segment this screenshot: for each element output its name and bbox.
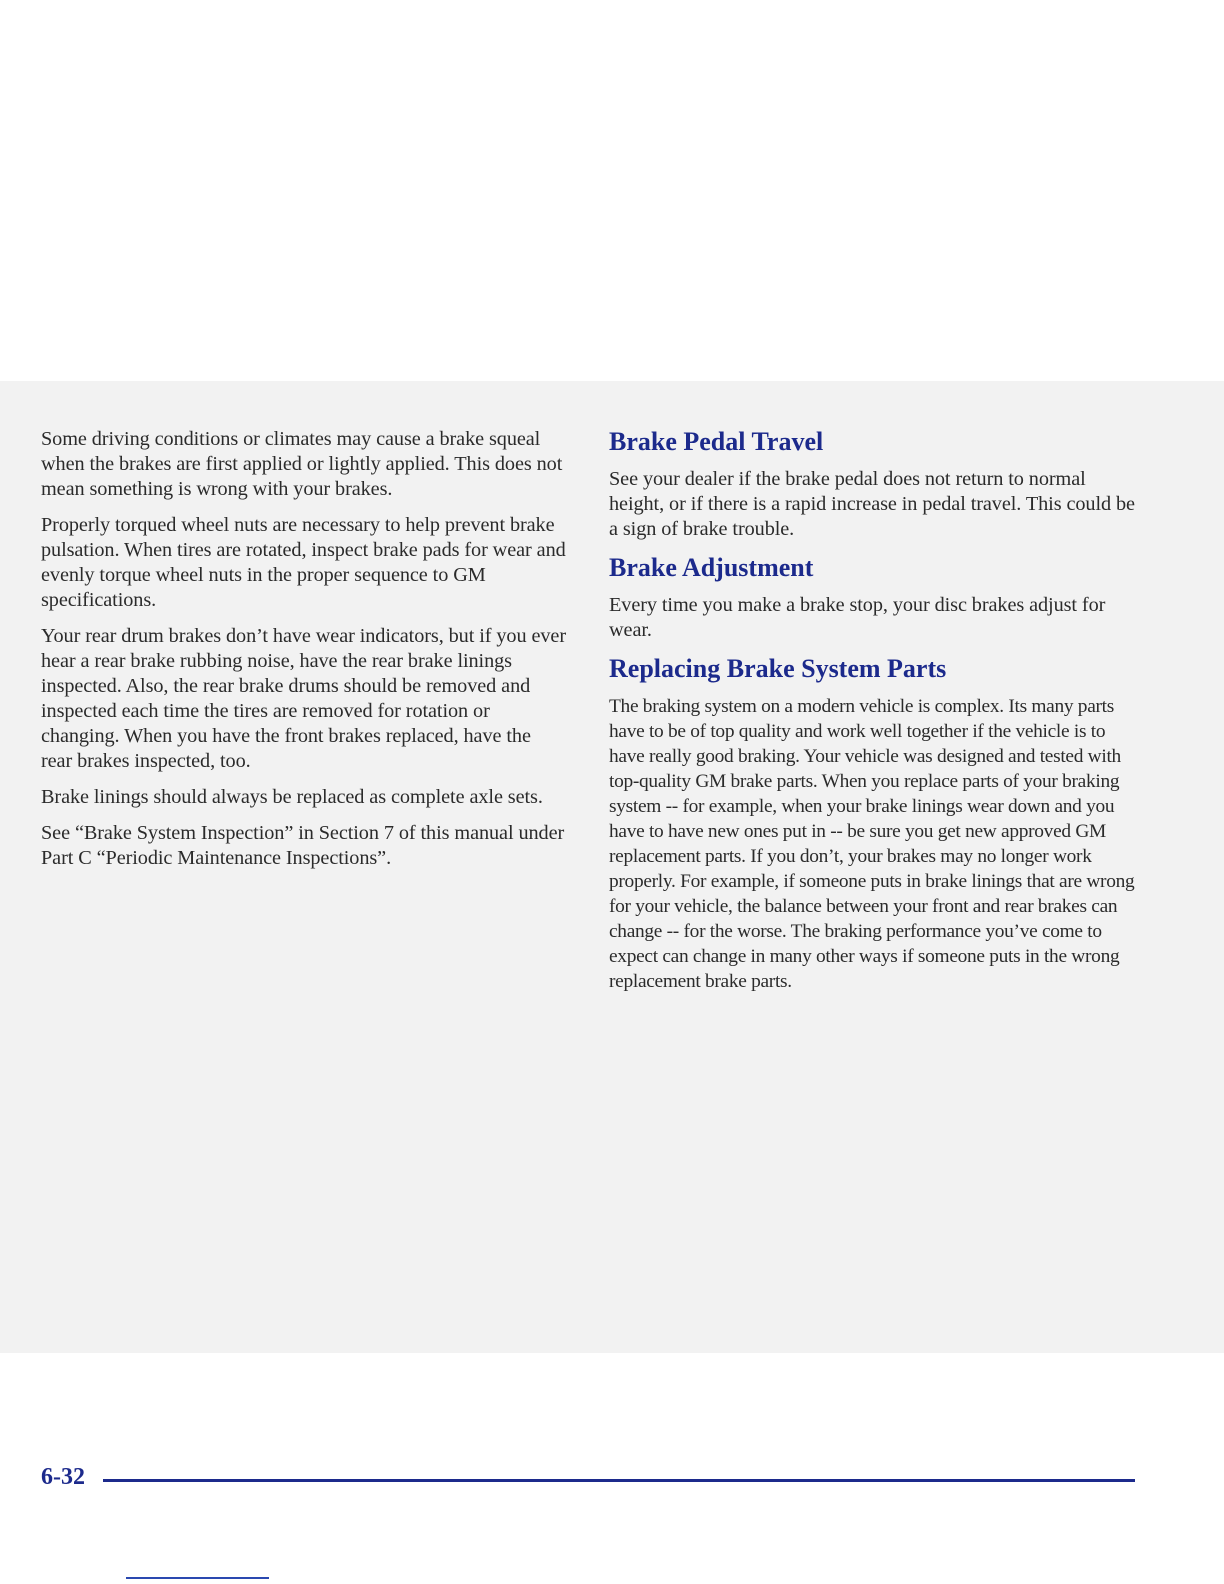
paragraph-brake-pedal-travel: See your dealer if the brake pedal does not return to normal height, or if there is a rapid increase in pedal travel. This could be a sign of brake trouble. [609, 468, 1135, 540]
heading-brake-pedal-travel: Brake Pedal Travel [609, 427, 824, 456]
paragraph-see-inspection: See “Brake System Inspection” in Section 7 of this manual under Part C “Periodic Maintenance Inspections”. [41, 822, 565, 869]
right-column [609, 427, 1139, 1005]
paragraph-rear-drum-brakes: Your rear drum brakes don’t have wear indicators, but if you ever hear a rear brake rubbing noise, have the rear brake linings inspected. Also, the rear brake drums should be removed and inspected each time the tires are removed for rotation or changing. When you have the front brakes replaced, have the rear brakes inspected, too. [41, 625, 566, 772]
page-footer [41, 1462, 1135, 1492]
paragraph-brake-squeal: Some driving conditions or climates may cause a brake squeal when the brakes are first applied or lightly applied. This does not mean something is wrong with your brakes. [41, 428, 563, 500]
heading-replacing-brake-system-parts: Replacing Brake System Parts [609, 654, 947, 683]
manual-page [0, 381, 1224, 1490]
heading-brake-adjustment: Brake Adjustment [609, 553, 814, 582]
footer-rule [103, 1479, 1135, 1482]
paragraph-brake-adjustment: Every time you make a brake stop, your disc brakes adjust for wear. [609, 594, 1106, 641]
divider-line [126, 1577, 269, 1579]
paragraph-wheel-nuts: Properly torqued wheel nuts are necessary to help prevent brake pulsation. When tires are rotated, inspect brake pads for wear and evenly torque wheel nuts in the proper sequence to GM specifications. [41, 514, 566, 611]
left-column [41, 427, 566, 882]
page-number: 6-32 [41, 1464, 85, 1490]
paragraph-replacing-brake-system-parts: The braking system on a modern vehicle is complex. Its many parts have to be of top quality and work well together if the vehicle is to have really good braking. Your vehicle was designed and tested with top-quality GM brake parts. When you replace parts of your braking system -- for example, when your brake linings wear down and you have to have new ones put in -- be sure you get new approved GM replacement parts. If you don’t, your brakes may no longer work properly. For example, if someone puts in brake linings that are wrong for your vehicle, the balance between your front and rear brakes can change -- for the worse. The braking performance you’ve come to expect can change in many other ways if someone puts in the wrong replacement brake parts. [609, 696, 1135, 992]
paragraph-brake-linings: Brake linings should always be replaced as complete axle sets. [41, 786, 543, 808]
